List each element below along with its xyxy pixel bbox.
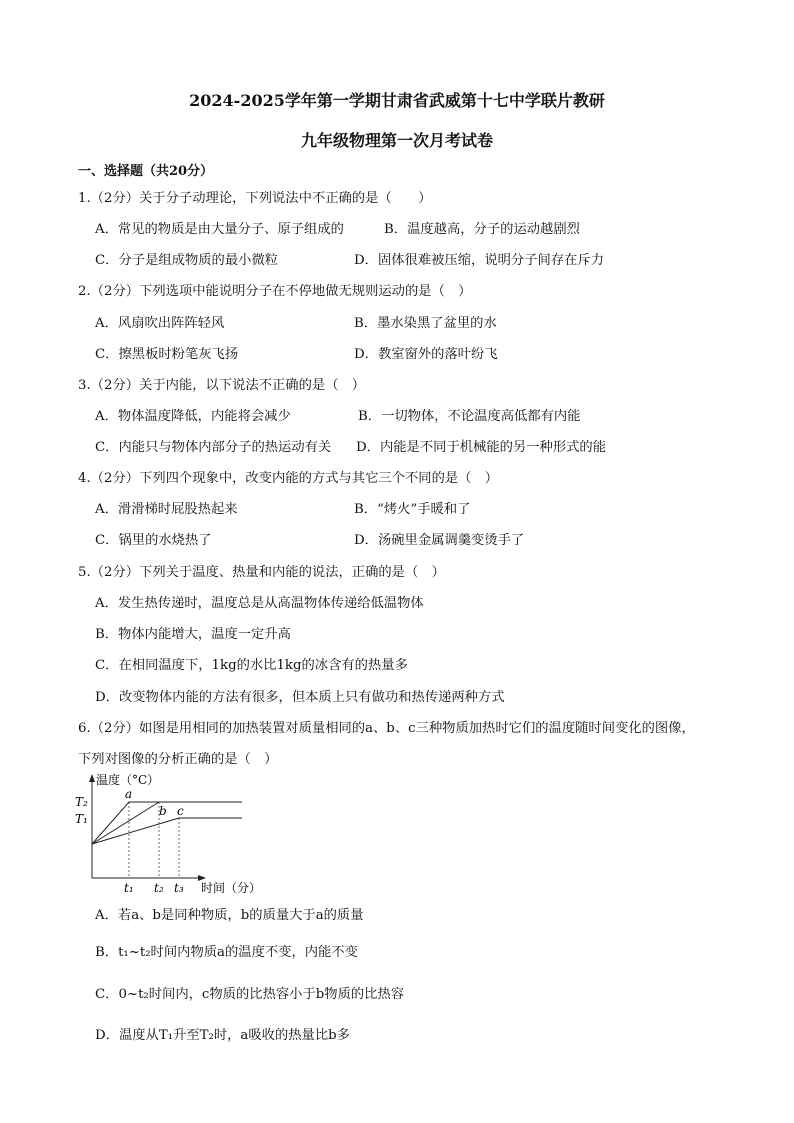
q6-option-d: D．温度从T₁升至T₂时，a吸收的热量比b多 xyxy=(95,1028,350,1043)
series-b-line xyxy=(92,802,159,844)
q4-option-a: A．滑滑梯时屁股热起来 xyxy=(95,502,238,517)
q6-option-c: C．0~t₂时间内，c物质的比热容小于b物质的比热容 xyxy=(95,987,405,1002)
q2-option-d: D．教室窗外的落叶纷飞 xyxy=(354,347,498,362)
x-tick-t1: t₁ xyxy=(124,881,134,895)
x-axis-label: 时间（分） xyxy=(201,881,262,895)
q2-option-c: C．擦黑板时粉笔灰飞扬 xyxy=(95,347,239,362)
exam-title-line1: 2024-2025学年第一学期甘肃省武威第十七中学联片教研 xyxy=(189,91,605,110)
q4-option-c: C．锅里的水烧热了 xyxy=(95,533,212,548)
q2-option-a: A．风扇吹出阵阵轻风 xyxy=(95,316,225,331)
q2-option-b: B．墨水染黑了盆里的水 xyxy=(354,316,497,331)
exam-title-line2: 九年级物理第一次月考试卷 xyxy=(300,131,493,150)
y-tick-t2: T₂ xyxy=(75,795,88,809)
q3-option-b: B．一切物体，不论温度高低都有内能 xyxy=(358,409,581,424)
q5-option-c: C．在相同温度下，1kg的水比1kg的冰含有的热量多 xyxy=(95,658,408,673)
question-5-stem: 5.（2分）下列关于温度、热量和内能的说法，正确的是（ ） xyxy=(78,565,445,580)
point-label-c: c xyxy=(177,804,184,818)
question-2-stem: 2.（2分）下列选项中能说明分子在不停地做无规则运动的是（ ） xyxy=(78,284,472,299)
point-label-b: b xyxy=(159,804,167,818)
q1-option-b: B．温度越高，分子的运动越剧烈 xyxy=(384,222,580,237)
question-6-stem-line1: 6.（2分）如图是用相同的加热装置对质量相同的a、b、c三种物质加热时它们的温度随时间变化的图像， xyxy=(78,721,695,736)
q1-option-c: C．分子是组成物质的最小微粒 xyxy=(95,253,279,268)
q4-option-d: D．汤碗里金属调羹变烫手了 xyxy=(354,533,525,548)
question-1-stem: 1.（2分）关于分子动理论，下列说法中不正确的是（ ） xyxy=(78,191,432,206)
y-tick-t1: T₁ xyxy=(75,812,88,826)
q5-option-b: B．物体内能增大，温度一定升高 xyxy=(95,627,291,642)
y-axis-label: 温度（°C） xyxy=(96,773,160,787)
section-title: 一、选择题（共20分） xyxy=(78,164,214,179)
point-label-a: a xyxy=(125,787,133,801)
q6-option-a: A．若a、b是同种物质，b的质量大于a的质量 xyxy=(95,908,364,923)
q5-option-a: A．发生热传递时，温度总是从高温物体传递给低温物体 xyxy=(95,596,424,611)
q6-option-b: B．t₁~t₂时间内物质a的温度不变，内能不变 xyxy=(95,945,358,960)
q4-option-b: B．“烤火”手暖和了 xyxy=(354,502,471,517)
q1-option-a: A．常见的物质是由大量分子、原子组成的 xyxy=(95,222,344,237)
y-axis-arrow xyxy=(89,774,95,782)
x-tick-t3: t₃ xyxy=(174,881,184,895)
q3-option-a: A．物体温度降低，内能将会减少 xyxy=(95,409,291,424)
temperature-time-chart xyxy=(70,770,270,900)
question-6-stem-line2: 下列对图像的分析正确的是（ ） xyxy=(78,752,278,767)
x-tick-t2: t₂ xyxy=(154,881,164,895)
series-c-line xyxy=(92,818,242,844)
question-3-stem: 3.（2分）关于内能，以下说法不正确的是（ ） xyxy=(78,378,366,393)
q5-option-d: D．改变物体内能的方法有很多，但本质上只有做功和热传递两种方式 xyxy=(95,690,505,705)
question-4-stem: 4.（2分）下列四个现象中，改变内能的方式与其它三个不同的是（ ） xyxy=(78,471,499,486)
q1-option-d: D．固体很难被压缩，说明分子间存在斥力 xyxy=(354,253,605,268)
q3-option-c: C．内能只与物体内部分子的热运动有关 xyxy=(95,440,332,455)
q3-option-d: D．内能是不同于机械能的另一种形式的能 xyxy=(356,440,607,455)
